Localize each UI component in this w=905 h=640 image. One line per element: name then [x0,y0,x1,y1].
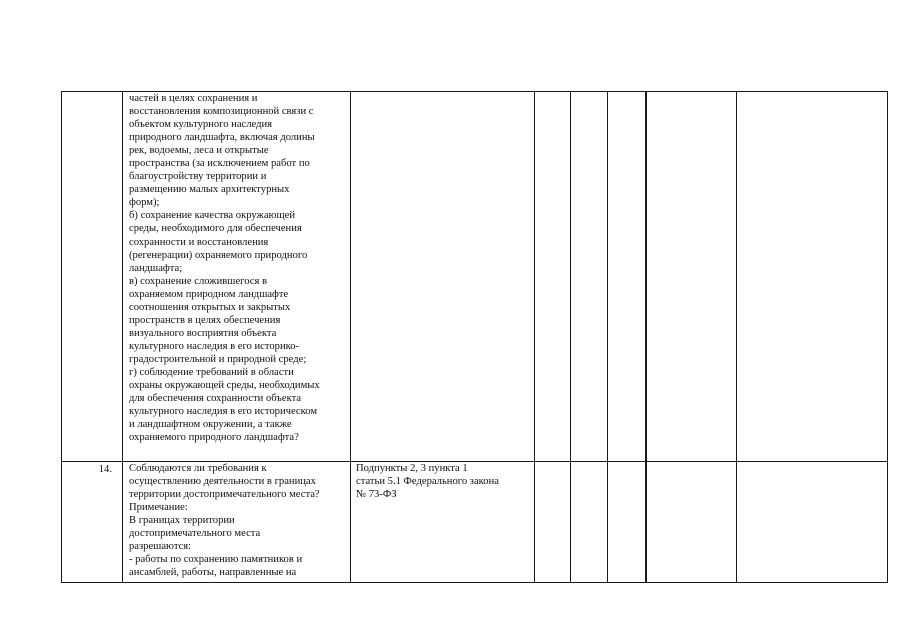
notes-cell [737,462,888,583]
answer-na-cell [608,462,647,583]
reference-cell [351,92,535,462]
requirement-text: частей в целях сохранения и восстановления композиционной связи с объектом культурного наследия природного ландшафта, включая долины рек, водоемы, леса и открытые пространства (за исключением работ по благоустройству территории и размещению малых архитектурных форм); б) сохранение качества окружающей среды, необходимого для обеспечения сохранности и восстановления (регенерации) охраняемого природного ландшафта; в) сохранение сложившегося в охраняемом природном ландшафте соотношения открытых и закрытых пространств в целях обеспечения визуального восприятия объекта культурного наследия в его историко- градостроительной и природной среде; г) соблюдение требований в области охраны окружающей среды, необходимых для обеспечения сохранности объекта культурного наследия в его историческом и ландшафтном окружении, а также охраняемого природного ландшафта? [129,93,320,444]
answer-no-cell [571,92,608,462]
requirement-text: Соблюдаются ли требования к осуществлению деятельности в границах территории достопримечательного места? Примечание: В границах территории достопримечательного места разрешаются: - работы по сохранению памятников и ансамблей, работы, направленные на [129,463,320,579]
comment-cell [646,92,737,462]
reference-cell [351,462,535,583]
answer-no-cell [571,462,608,583]
checklist-table [61,91,888,583]
row-number [62,92,122,93]
reference-text: Подпункты 2, 3 пункта 1 статьи 5.1 Федерального закона № 73-ФЗ [356,463,499,501]
table-row [62,462,888,583]
requirement-cell [123,92,351,462]
answer-yes-cell [535,462,571,583]
notes-cell [737,92,888,462]
row-number: 14. [98,464,112,475]
answer-yes-cell [535,92,571,462]
row-number-cell [62,462,123,583]
comment-cell [646,462,737,583]
requirement-cell [123,462,351,583]
answer-na-cell [608,92,647,462]
table-row [62,92,888,462]
row-number-cell [62,92,123,462]
